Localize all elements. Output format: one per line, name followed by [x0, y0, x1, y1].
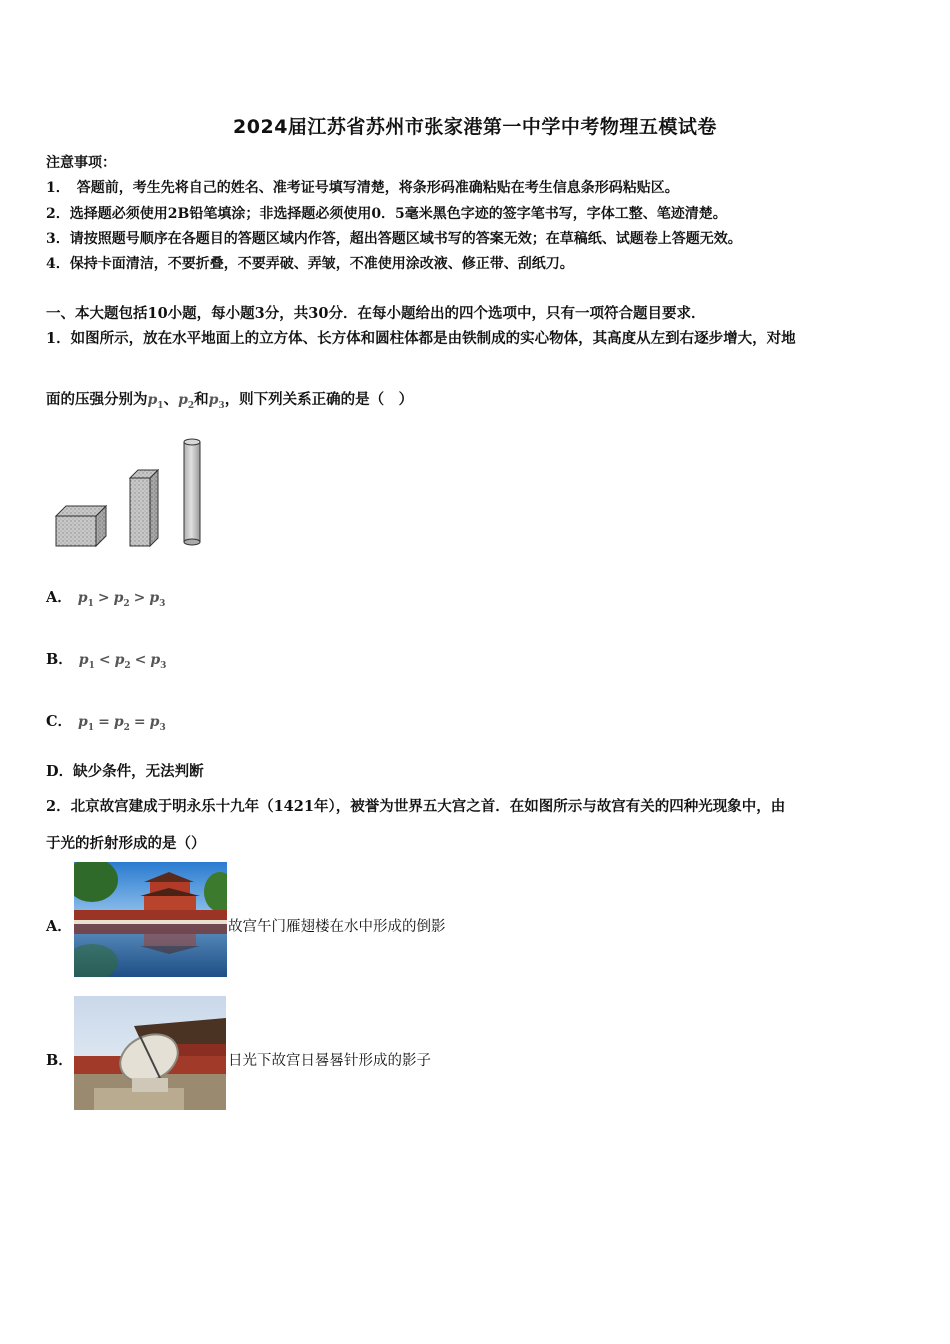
q1-option-d-label: D．	[46, 763, 74, 780]
page-title: 2024届江苏省苏州市张家港第一中学中考物理五模试卷	[233, 116, 717, 138]
q1-option-d-text: 缺少条件，无法判断	[73, 763, 204, 780]
palace-reflection-photo	[74, 862, 227, 977]
question-1-line-2	[46, 388, 413, 411]
question-1-prefix: 面的压强分别为	[46, 391, 148, 408]
question-1-suffix: ，则下列关系正确的是（ ）	[224, 391, 414, 408]
q1-option-a-formula: $p_1 > p_2 > p_3$	[77, 590, 166, 609]
q1-option-b-label: B．	[46, 651, 73, 668]
cube-shape	[56, 506, 106, 546]
question-2-line-2: 于光的折射形成的是（）	[46, 835, 206, 852]
cylinder-shape	[184, 439, 200, 545]
q1-option-a-label: A．	[46, 589, 72, 606]
notice-item-1: 1． 答题前，考生先将自己的姓名、准考证号填写清楚，将条形码准确粘贴在考生信息条形码粘贴区。	[46, 180, 679, 196]
pressure-p3: $p_3$	[208, 392, 225, 411]
separator-2: 和	[194, 391, 209, 408]
question-2-line-1: 2．北京故宫建成于明永乐十九年（1421年），被誉为世界五大宫之首．在如图所示与故宫有关的四种光现象中，由	[46, 798, 786, 815]
q1-option-c-formula: $p_1 = p_2 = p_3$	[78, 714, 166, 733]
section-heading: 一、本大题包括10小题，每小题3分，共30分．在每小题给出的四个选项中，只有一项符合题目要求．	[46, 305, 706, 322]
q1-option-c[interactable]	[46, 710, 166, 733]
sundial-photo	[74, 996, 226, 1110]
q1-option-b-formula: $p_1 < p_2 < p_3$	[78, 652, 167, 671]
q1-option-c-label: C．	[46, 713, 73, 730]
q1-option-a[interactable]	[46, 586, 165, 609]
q2-option-b-text: 日光下故宫日晷晷针形成的影子	[228, 1053, 431, 1069]
q1-option-d[interactable]	[46, 760, 204, 781]
notice-item-3: 3．请按照题号顺序在各题目的答题区域内作答，超出答题区域书写的答案无效；在草稿纸、试题卷上答题无效。	[46, 231, 742, 247]
separator-1: 、	[163, 391, 179, 408]
q2-option-b-label[interactable]: B．	[46, 1052, 73, 1069]
pressure-p2: $p_2$	[178, 392, 195, 411]
notice-heading: 注意事项：	[46, 155, 116, 171]
pressure-p1: $p_1$	[147, 392, 164, 411]
notice-item-2: 2．选择题必须使用2B铅笔填涂；非选择题必须使用0．5毫米黑色字迹的签字笔书写，字体工整、笔迹清楚。	[46, 206, 727, 222]
q2-option-a-label[interactable]: A．	[46, 918, 72, 935]
q1-option-b[interactable]	[46, 648, 166, 671]
cuboid-shape	[130, 470, 158, 546]
solids-figure	[50, 432, 220, 554]
notice-item-4: 4．保持卡面清洁，不要折叠，不要弄破、弄皱，不准使用涂改液、修正带、刮纸刀。	[46, 256, 574, 272]
question-1-line-1: 1．如图所示，放在水平地面上的立方体、长方体和圆柱体都是由铁制成的实心物体，其高度从左到右逐步增大，对地	[46, 330, 796, 347]
q2-option-a-text: 故宫午门雁翅楼在水中形成的倒影	[228, 919, 446, 935]
